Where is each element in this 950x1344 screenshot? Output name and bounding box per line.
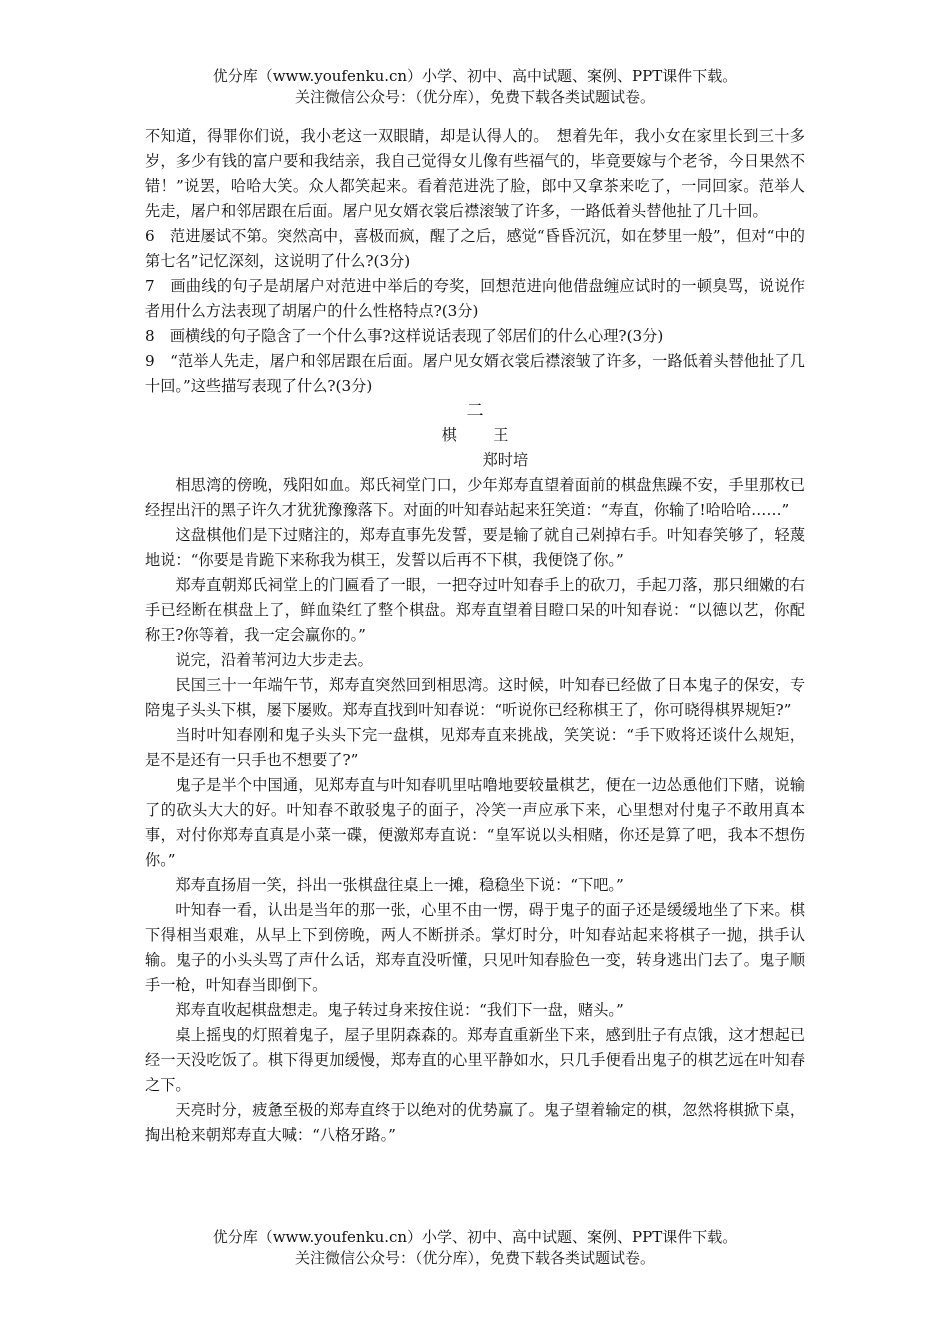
- question-7: 7 画曲线的句子是胡屠户对范进中举后的夸奖，回想范进向他借盘缠应试时的一顿臭骂，说说作者用什么方法表现了胡屠户的什么性格特点?(3分): [145, 277, 805, 320]
- story-paragraph: 桌上摇曳的灯照着鬼子，屋子里阴森森的。郑寿直重新坐下来，感到肚子有点饿，这才想起已经一天没吃饭了。棋下得更加缓慢，郑寿直的心里平静如水，只几手便看出鬼子的棋艺远在叶知春之下。: [145, 1026, 805, 1094]
- story-paragraph: 说完，沿着苇河边大步走去。: [175, 651, 373, 669]
- story-paragraph: 民国三十一年端午节，郑寿直突然回到相思湾。这时候，叶知春已经做了日本鬼子的保安，专陪鬼子头头下棋，屡下屡败。郑寿直找到叶知春说：“听说你已经称棋王了，你可晓得棋界规矩?”: [145, 676, 805, 719]
- story-paragraph: 这盘棋他们是下过赌注的，郑寿直事先发誓，要是输了就自己剁掉右手。叶知春笑够了，轻蔑地说：“你要是肯跪下来称我为棋王，发誓以后再不下棋，我便饶了你。”: [145, 526, 805, 569]
- story-paragraph: 当时叶知春刚和鬼子头头下完一盘棋，见郑寿直来挑战，笑笑说：“手下败将还谈什么规矩，是不是还有一只手也不想要了?”: [145, 726, 805, 769]
- page-header: [0, 66, 950, 108]
- story-paragraph: 郑寿直朝郑氏祠堂上的门匾看了一眼，一把夺过叶知春手上的砍刀，手起刀落，那只细嫩的右手已经断在棋盘上了，鲜血染红了整个棋盘。郑寿直望着目瞪口呆的叶知春说：“以德以艺，你配称王?你等着，我一定会赢你的。”: [145, 576, 805, 644]
- question-8: 8 画横线的句子隐含了一个什么事?这样说话表现了邻居们的什么心理?(3分): [145, 327, 664, 345]
- story-paragraph: 郑寿直收起棋盘想走。鬼子转过身来按住说：“我们下一盘，赌头。”: [175, 1001, 624, 1019]
- question-9: 9 “范举人先走，屠户和邻居跟在后面。屠户见女婿衣裳后襟滚皱了许多，一路低着头替他扯了几十回。”这些描写表现了什么?(3分): [145, 352, 805, 395]
- header-line-2: 关注微信公众号：（优分库），免费下载各类试题试卷。: [294, 88, 655, 106]
- footer-line-1: 优分库（www.youfenku.cn）小学、初中、高中试题、案例、PPT课件下载。: [212, 1228, 738, 1246]
- question-6: 6 范进屡试不第。突然高中，喜极而疯，醒了之后，感觉“昏昏沉沉，如在梦里一般”，但对“中的第七名”记忆深刻，这说明了什么?(3分): [145, 227, 805, 270]
- story-title: 棋王: [441, 426, 545, 444]
- footer-line-2: 关注微信公众号：（优分库），免费下载各类试题试卷。: [294, 1249, 655, 1267]
- story-paragraph: 相思湾的傍晚，残阳如血。郑氏祠堂门口，少年郑寿直望着面前的棋盘焦躁不安，手里那枚已经捏出汗的黑子许久才犹犹豫豫落下。对面的叶知春站起来狂笑道：“寿直，你输了!哈哈哈……”: [145, 476, 805, 519]
- story-author: 郑时培: [482, 451, 529, 469]
- story-paragraph: 天亮时分，疲惫至极的郑寿直终于以绝对的优势赢了。鬼子望着输定的棋，忽然将棋掀下桌，掏出枪来朝郑寿直大喊：“八格牙路。”: [145, 1101, 805, 1144]
- section-number: 二: [466, 401, 484, 421]
- story-paragraph: 郑寿直扬眉一笑，抖出一张棋盘往桌上一摊，稳稳坐下说：“下吧。”: [175, 876, 624, 894]
- story-paragraph: 叶知春一看，认出是当年的那一张，心里不由一愣，碍于鬼子的面子还是缓缓地坐了下来。棋下得相当艰难，从早上下到傍晚，两人不断拼杀。掌灯时分，叶知春站起来将棋子一抛，拱手认输。鬼子的小头头骂了声什么话，郑寿直没听懂，只见叶知春脸色一变，转身逃出门去了。鬼子顺手一枪，叶知春当即倒下。: [145, 901, 805, 994]
- passage-continuation: 不知道，得罪你们说，我小老这一双眼睛，却是认得人的。 想着先年，我小女在家里长到三十多岁，多少有钱的富户要和我结亲，我自己觉得女儿像有些福气的，毕竟要嫁与个老爷，今日果然不错！”说罢，哈哈大笑。众人都笑起来。看着范进洗了脸，郎中又拿茶来吃了，一同回家。范举人先走，屠户和邻居跟在后面。屠户见女婿衣裳后襟滚皱了许多，一路低着头替他扯了几十回。: [145, 127, 805, 220]
- story-paragraph: 鬼子是半个中国通，见郑寿直与叶知春叽里咕噜地要较量棋艺，便在一边怂恿他们下赌，说输了的砍头大大的好。叶知春不敢驳鬼子的面子，冷笑一声应承下来，心里想对付鬼子不敢用真本事，对付你郑寿直真是小菜一碟，便激郑寿直说：“皇军说以头相赌，你还是算了吧，我本不想伤你。”: [145, 776, 805, 869]
- page-footer: [0, 1227, 950, 1269]
- document-body: [145, 124, 805, 1148]
- header-line-1: 优分库（www.youfenku.cn）小学、初中、高中试题、案例、PPT课件下载。: [212, 67, 738, 85]
